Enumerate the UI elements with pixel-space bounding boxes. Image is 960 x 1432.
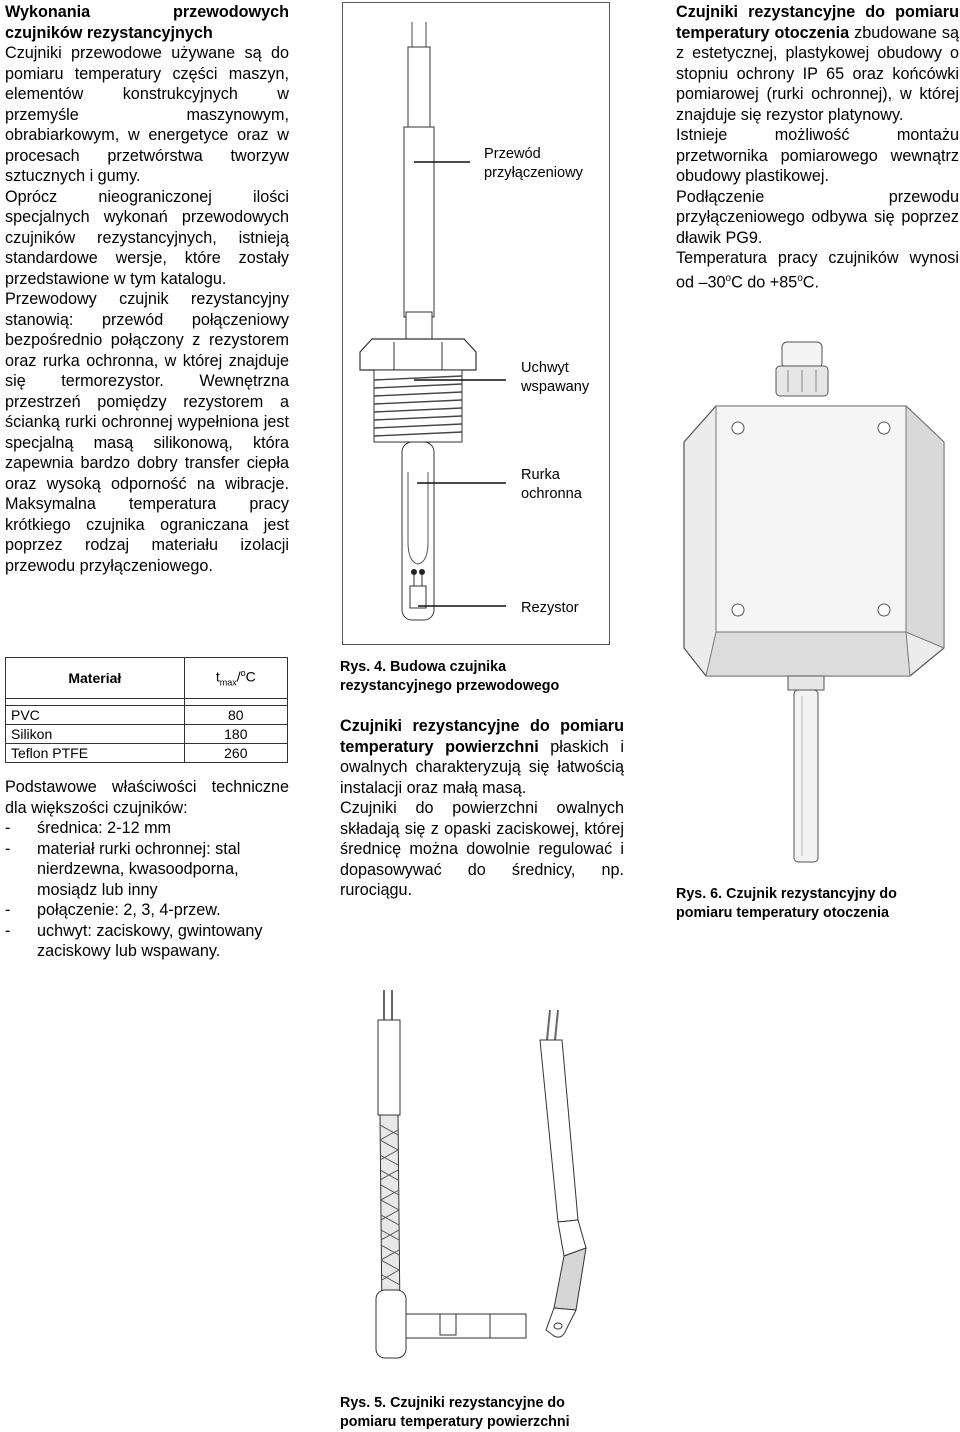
properties-intro: Podstawowe właściwości techniczne dla większości czujników: bbox=[5, 778, 289, 817]
ambient-heading-rest: zbudowane są z estetycznej, plastykowej obudowy o stopniu ochrony IP 65 oraz końcówki pomiarowej (rurki ochronnej), w której znajduje się rezystor platynowy. bbox=[676, 23, 959, 124]
figure-6-ambient-sensor-drawing bbox=[676, 340, 960, 870]
paragraph-construction: Przewodowy czujnik rezystancyjny stanowią: przewód połączeniowy bezpośrednio połączony z rezystorem oraz rurka ochronna, w której znajduje się termorezystor. Wewnętrzna przestrzeń pomiędzy rezystorem a ścianką rurki ochronnej wypełniona jest specjalną masą silikonową, która zapewnia bardzo dobry transfer ciepła oraz wysoką odporność na wibracje. Maksymalna temperatura pracy krótkiego czujnika ograniczana jest poprzez rodzaj materiału izolacji przewodu przyłączeniowego. bbox=[5, 290, 289, 575]
figure-5-surface-sensors-drawing bbox=[340, 990, 640, 1390]
tmax-cell: 80 bbox=[184, 706, 287, 725]
header-tmax: $t_{max}/^oC$ bbox=[184, 658, 287, 699]
ambient-heading: Czujniki rezystancyjne do pomiaru temperatury otoczenia bbox=[676, 3, 959, 42]
material-cell: Teflon PTFE bbox=[6, 744, 185, 763]
label-tube: Rurka ochronna bbox=[521, 467, 582, 502]
figure-6-caption: Rys. 6. Czujnik rezystancyjny do pomiaru temperatury otoczenia bbox=[676, 886, 897, 921]
tmax-cell: 180 bbox=[184, 725, 287, 744]
list-item: - materiał rurki ochronnej: stal nierdzewna, kwasoodporna, mosiądz lub inny bbox=[5, 839, 241, 899]
list-item: - uchwyt: zaciskowy, gwintowany zaciskowy lub wspawany. bbox=[5, 921, 263, 960]
figure-4-sensor-drawing bbox=[342, 2, 610, 645]
ambient-paragraph-connection: Podłączenie przewodu przyłączeniowego odbywa się poprzez dławik PG9. bbox=[676, 187, 959, 247]
properties-list bbox=[5, 818, 289, 962]
ambient-paragraph-transmitter: Istnieje możliwość montażu przetwornika pomiarowego wewnątrz obudowy plastikowej. bbox=[676, 126, 959, 185]
table-row bbox=[6, 725, 288, 744]
properties-block bbox=[5, 777, 289, 962]
section-heading-wired: Wykonania przewodowych czujników rezystancyjnych bbox=[5, 3, 289, 42]
paragraph-usage: Czujniki przewodowe używane są do pomiaru temperatury części maszyn, elementów konstrukcyjnych w przemyśle maszynowym, obrabiarkowym, w energetyce oraz w procesach przetwórstwa tworzyw sztucznych i gumy. bbox=[5, 44, 289, 185]
surface-section bbox=[340, 716, 624, 901]
surface-heading: Czujniki rezystancyjne do pomiaru temperatury powierzchni bbox=[340, 717, 624, 756]
material-table bbox=[5, 657, 288, 763]
table-header-row bbox=[6, 658, 288, 699]
label-resistor: Rezystor bbox=[521, 600, 579, 616]
list-item: - połączenie: 2, 3, 4-przew. bbox=[5, 901, 221, 919]
table-row bbox=[6, 744, 288, 763]
right-column bbox=[676, 2, 959, 292]
label-cable: Przewód przyłączeniowy bbox=[484, 146, 583, 181]
figure-4-caption: Rys. 4. Budowa czujnika rezystancyjnego przewodowego bbox=[340, 659, 560, 694]
table-row bbox=[6, 706, 288, 725]
figure-5-caption: Rys. 5. Czujniki rezystancyjne do pomiaru temperatury powierzchni bbox=[340, 1395, 570, 1430]
surface-heading-rest: płaskich i owalnych charakteryzują się łatwością instalacji oraz małą masą. bbox=[340, 737, 624, 797]
ambient-paragraph-temperature: Temperatura pracy czujników wynosi od –30$^o$C do $+85^oC$. bbox=[676, 249, 959, 291]
header-material: Materiał bbox=[6, 658, 185, 699]
tmax-cell: 260 bbox=[184, 744, 287, 763]
paragraph-versions: Oprócz nieograniczonej ilości specjalnych wykonań przewodowych czujników rezystancyjnych, istnieją standardowe wersje, które zostały przedstawione w tym katalogu. bbox=[5, 187, 289, 288]
surface-paragraph: Czujniki do powierzchni owalnych składają się z opaski zaciskowej, której średnicę można dowolnie regulować i dopasowywać do średnicy, np. rurociągu. bbox=[340, 799, 624, 899]
list-item: - średnica: 2-12 mm bbox=[5, 819, 172, 837]
material-cell: Silikon bbox=[6, 725, 185, 744]
left-column bbox=[5, 2, 289, 576]
material-cell: PVC bbox=[6, 706, 185, 725]
label-mount: Uchwyt wspawany bbox=[521, 360, 590, 395]
